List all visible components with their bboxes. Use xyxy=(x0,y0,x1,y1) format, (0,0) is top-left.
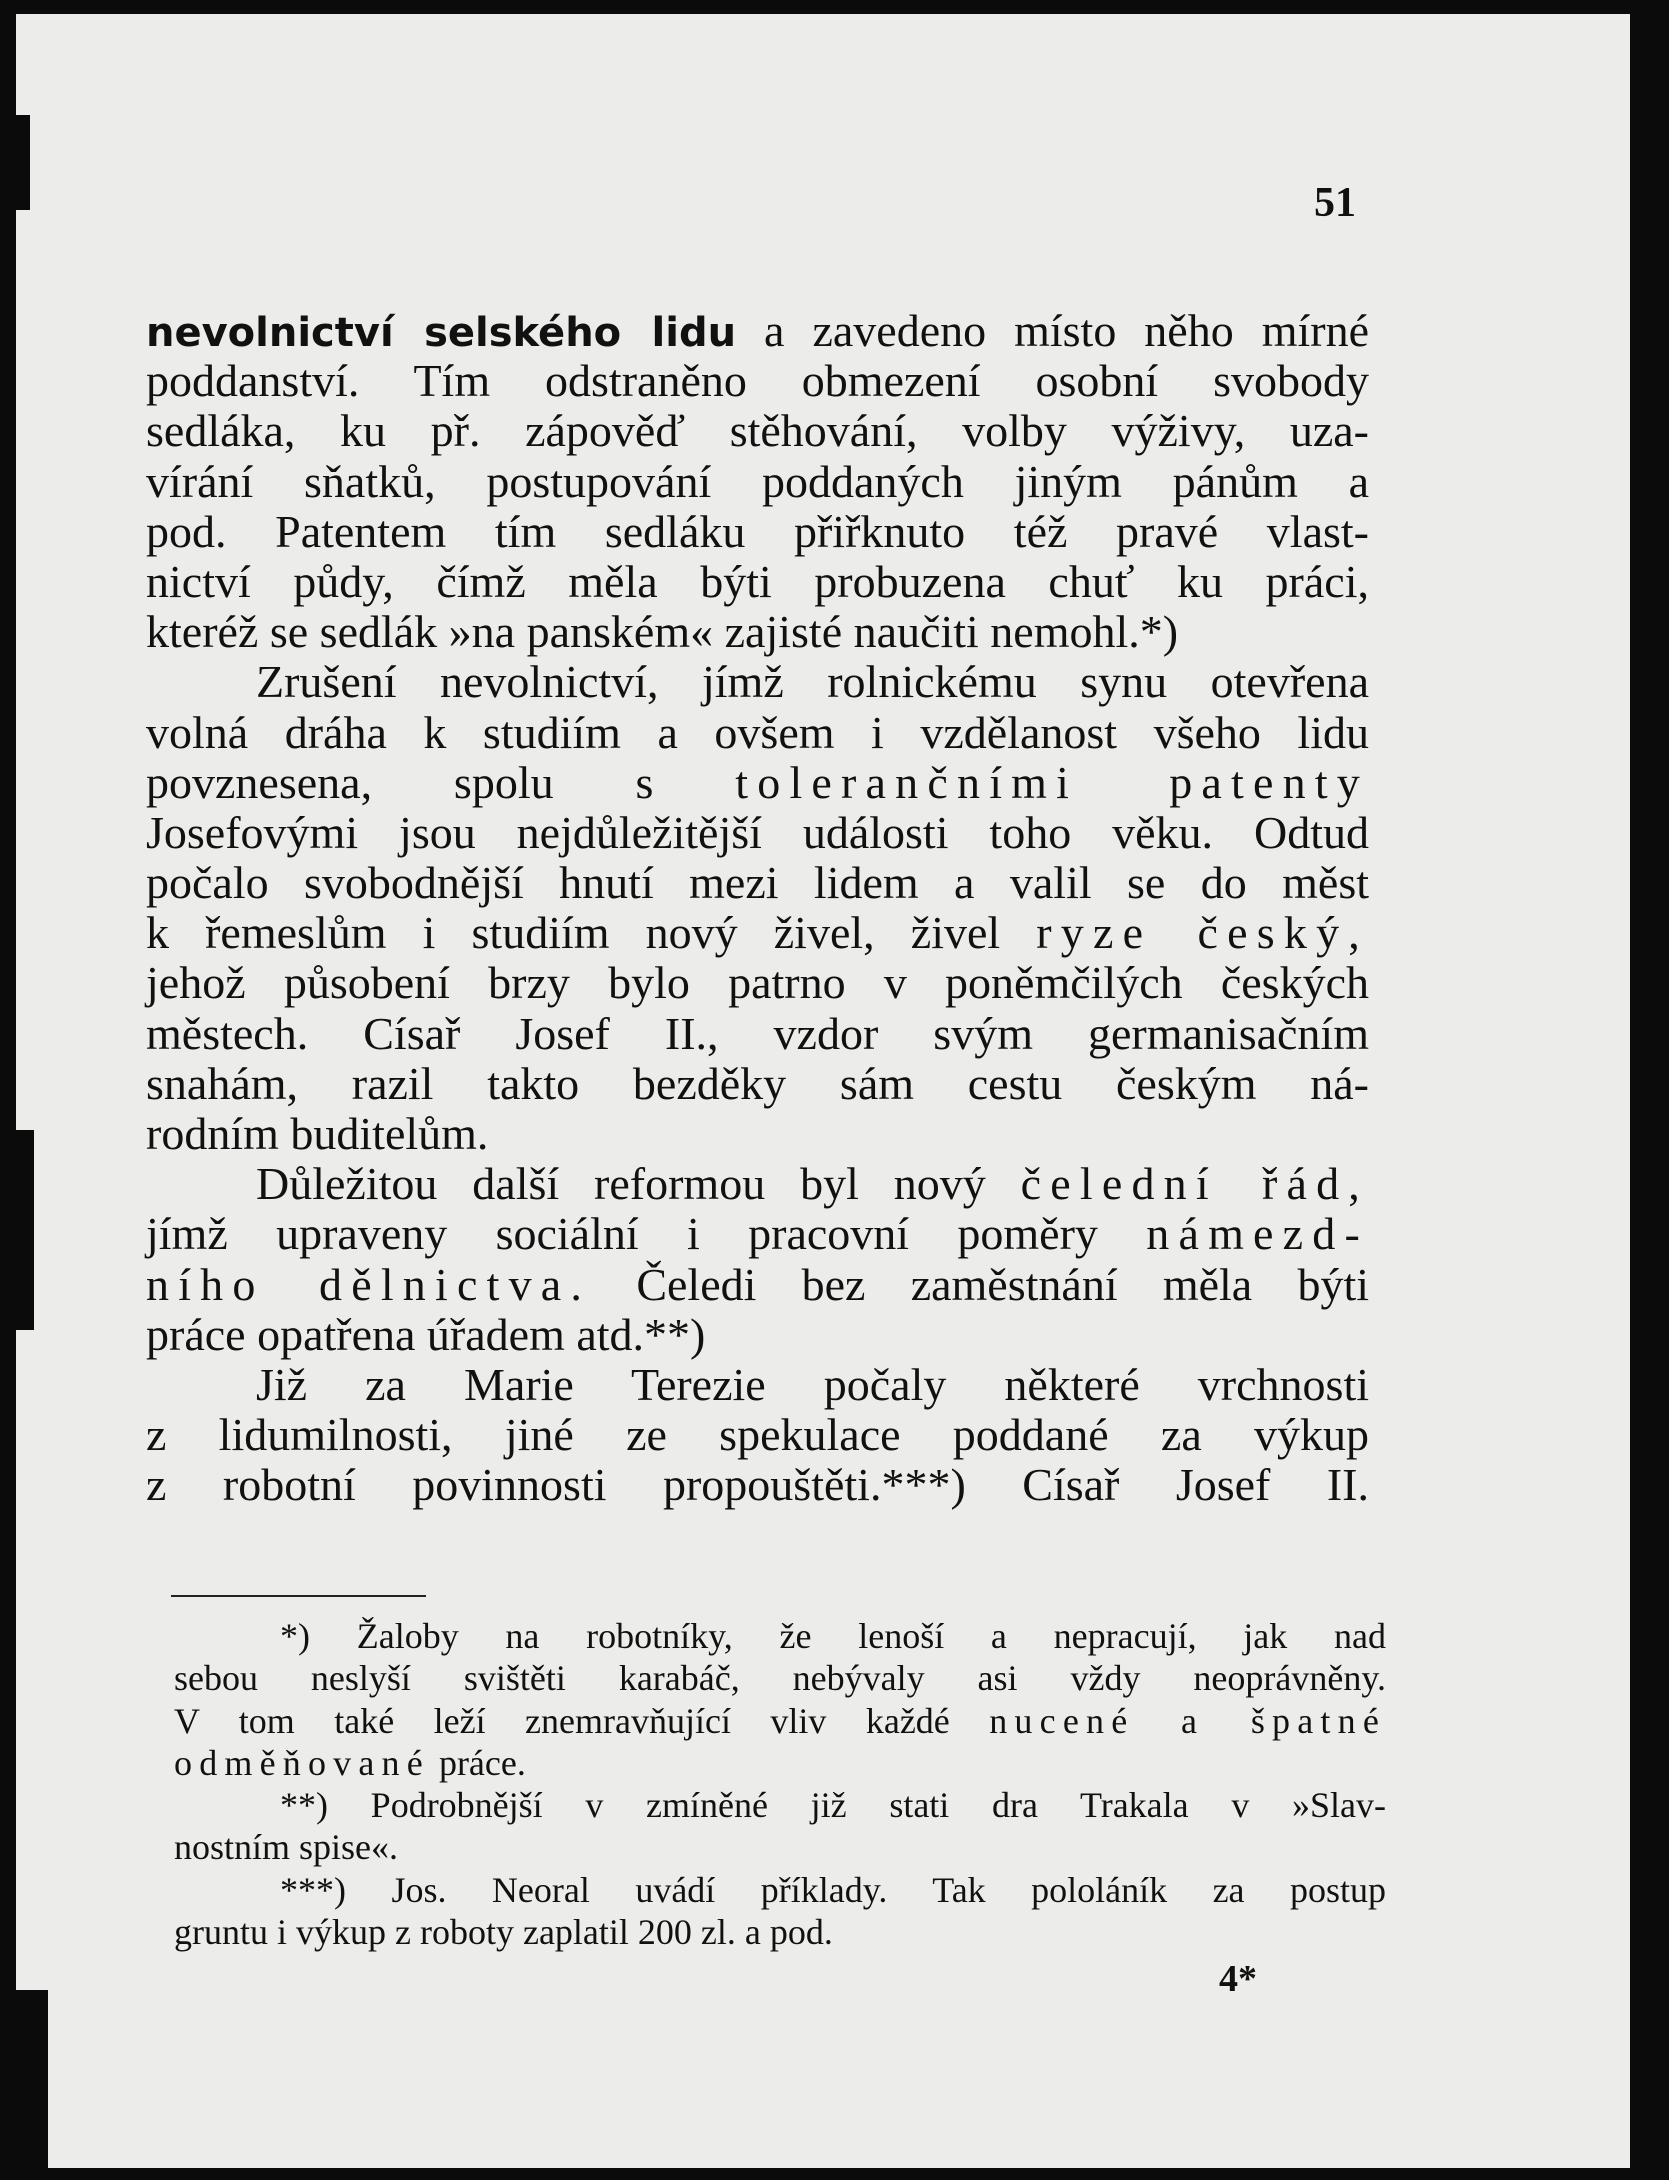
footnote-line xyxy=(174,1615,1386,1657)
line-text: ***) Jos. Neoral uvádí příklady. Tak pololáník za postup xyxy=(280,1869,1386,1910)
signature-mark: 4* xyxy=(1219,1958,1257,2000)
body-line xyxy=(146,808,1369,858)
line-text: práce opatřena úřadem atd.**) xyxy=(146,1308,706,1360)
footnote-rule xyxy=(171,1595,426,1597)
line-text: vírání sňatků, postupování poddaných jiným pánům a xyxy=(146,455,1369,507)
body-line xyxy=(146,1009,1369,1059)
body-line xyxy=(146,1109,1369,1159)
line-text: k řemeslům i studiím nový živel, živel xyxy=(146,907,1037,959)
line-text: z lidumilnosti, jiné ze spekulace poddané za výkup xyxy=(146,1409,1369,1461)
line-text: Zrušení nevolnictví, jímž rolnickému synu otevřena xyxy=(256,656,1369,708)
binding-edge-mark xyxy=(0,1990,48,2180)
line-text: V tom také leží znemravňující vliv každé xyxy=(174,1700,990,1741)
body-line xyxy=(146,858,1369,908)
body-line xyxy=(146,1159,1369,1209)
line-text: *) Žaloby na robotníky, že lenoší a nepracují, jak nad xyxy=(280,1616,1386,1656)
line-text: počalo svobodnější hnutí mezi lidem a valil se do měst xyxy=(146,857,1369,909)
page-number: 51 xyxy=(1314,180,1356,226)
body-line xyxy=(146,1460,1369,1510)
line-text: poddanství. Tím odstraněno obmezení osobní svobody xyxy=(146,355,1369,407)
line-text: povznesena, spolu s xyxy=(146,756,736,808)
body-line xyxy=(146,657,1369,707)
line-text: z robotní povinnosti propouštěti.***) Císař Josef II. xyxy=(146,1459,1369,1511)
spaced-emphasis: čelední řád, xyxy=(1020,1158,1369,1210)
footnote-line xyxy=(174,1742,1386,1784)
line-text: Čeledi bez zaměstnání měla býti xyxy=(591,1258,1370,1310)
line-text: **) Podrobnější v zmíněné již stati dra Trakala v »Slav- xyxy=(280,1785,1386,1826)
body-line xyxy=(146,708,1369,758)
body-line xyxy=(146,457,1369,507)
bold-lead-text: nevolnictví selského lidu xyxy=(146,310,737,356)
footnote-line xyxy=(174,1784,1386,1826)
body-line xyxy=(146,908,1369,958)
body-line xyxy=(146,1209,1369,1259)
line-text: Již za Marie Terezie počaly některé vrchnosti xyxy=(256,1358,1369,1410)
line-text: jímž upraveny sociální i pracovní poměry xyxy=(146,1208,1147,1260)
body-line xyxy=(146,607,1369,657)
body-line xyxy=(146,1410,1369,1460)
line-text: sebou neslyší svištěti karabáč, nebývaly asi vždy neoprávněny. xyxy=(174,1658,1386,1699)
spaced-emphasis: odměňované xyxy=(174,1742,430,1783)
body-line xyxy=(146,557,1369,607)
line-text: pod. Patentem tím sedláku přiřknuto též pravé vlast- xyxy=(146,505,1369,557)
body-line xyxy=(146,507,1369,557)
binding-edge-mark xyxy=(16,1130,34,1330)
body-line xyxy=(146,356,1369,406)
footnotes xyxy=(174,1615,1386,1953)
line-text: Důležitou další reformou byl nový xyxy=(256,1158,1021,1210)
line-text: volná dráha k studiím a ovšem i vzdělanost všeho lidu xyxy=(146,706,1369,758)
footnote-line xyxy=(174,1700,1386,1742)
line-text: městech. Císař Josef II., vzdor svým germanisačním xyxy=(146,1007,1369,1059)
spaced-emphasis: námezd- xyxy=(1146,1208,1369,1260)
body-line xyxy=(146,1360,1369,1410)
spaced-emphasis: ního dělnictva. xyxy=(146,1258,592,1310)
line-text: nostním spise«. xyxy=(174,1827,399,1868)
spaced-emphasis: nucené a špatné xyxy=(989,1700,1387,1741)
line-text: rodním buditelům. xyxy=(146,1108,489,1159)
spaced-emphasis: tolerančními patenty xyxy=(735,756,1369,808)
line-text: snahám, razil takto bezděky sám cestu českým ná- xyxy=(146,1057,1369,1109)
body-line xyxy=(146,406,1369,456)
line-text: jehož působení brzy bylo patrno v poněmčilých českých xyxy=(146,957,1369,1009)
line-text: sedláka, ku př. zápověď stěhování, volby výživy, uza- xyxy=(146,405,1369,457)
line-text: kteréž se sedlák »na panském« zajisté naučiti nemohl.*) xyxy=(146,606,1179,658)
line-text: a zavedeno místo něho mírné xyxy=(736,305,1369,356)
body-line xyxy=(146,758,1369,808)
footnote-line xyxy=(174,1826,1386,1868)
line-text: práce. xyxy=(429,1742,526,1783)
footnote-line xyxy=(174,1869,1386,1911)
spaced-emphasis: ryze český, xyxy=(1036,907,1369,959)
body-line xyxy=(146,1260,1369,1310)
body-text xyxy=(146,306,1369,1511)
body-line xyxy=(146,1059,1369,1109)
line-text: nictví půdy, čímž měla býti probuzena chuť ku práci, xyxy=(146,555,1369,607)
body-line xyxy=(146,1310,1369,1360)
footnote-line xyxy=(174,1657,1386,1699)
footnote-line xyxy=(174,1911,1386,1953)
line-text: gruntu i výkup z roboty zaplatil 200 zl. a pod. xyxy=(174,1912,833,1953)
book-page xyxy=(16,14,1630,2168)
binding-edge-mark xyxy=(0,115,30,210)
line-text: Josefovými jsou nejdůležitější události toho věku. Odtud xyxy=(146,806,1369,858)
body-line xyxy=(146,958,1369,1008)
body-line xyxy=(146,306,1369,356)
